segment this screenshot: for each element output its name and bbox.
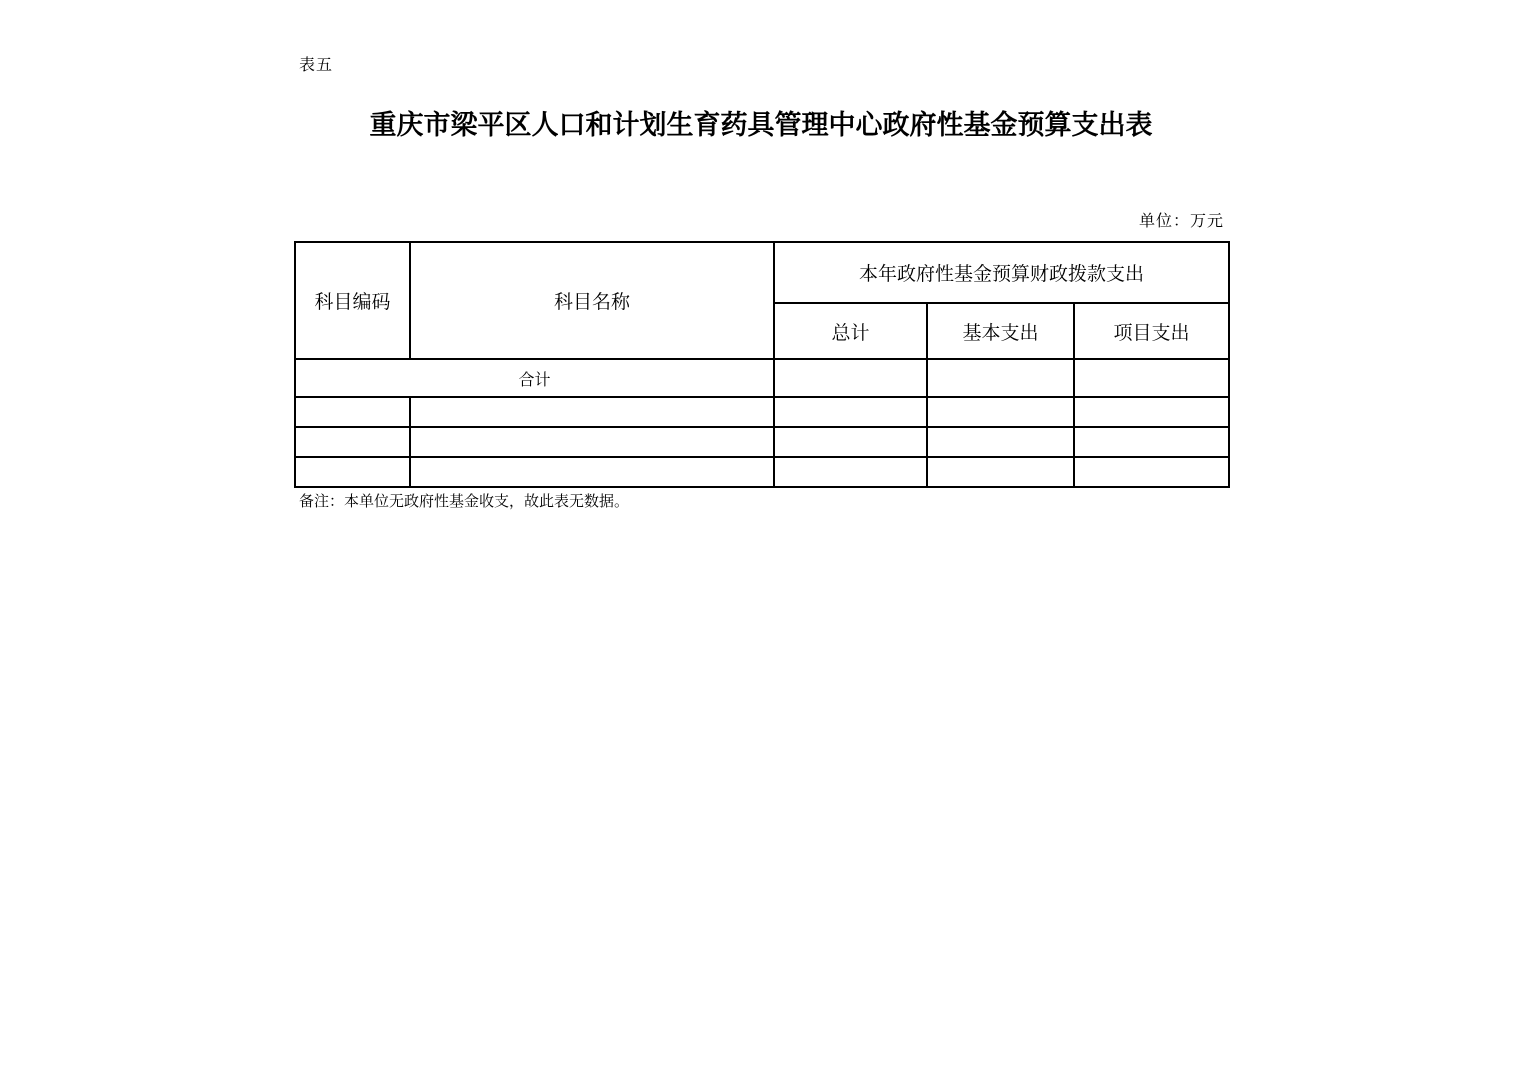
row-name-cell bbox=[410, 397, 774, 427]
total-row bbox=[295, 359, 1229, 397]
row-basic-cell bbox=[927, 397, 1074, 427]
footnote: 备注：本单位无政府性基金收支，故此表无数据。 bbox=[299, 492, 630, 510]
row-basic-cell bbox=[927, 427, 1074, 457]
unit-label: 单位：万元 bbox=[1138, 211, 1224, 230]
table-label: 表五 bbox=[299, 55, 334, 74]
header-subject-name: 科目名称 bbox=[410, 242, 774, 359]
page-title: 重庆市梁平区人口和计划生育药具管理中心政府性基金预算支出表 bbox=[369, 110, 1153, 141]
total-row-label: 合计 bbox=[295, 359, 774, 397]
row-total-cell bbox=[774, 397, 927, 427]
budget-table bbox=[294, 241, 1230, 488]
row-name-cell bbox=[410, 457, 774, 487]
row-project-cell bbox=[1074, 457, 1229, 487]
total-row-basic-cell bbox=[927, 359, 1074, 397]
header-project-expense: 项目支出 bbox=[1074, 303, 1229, 359]
row-project-cell bbox=[1074, 427, 1229, 457]
total-row-total-cell bbox=[774, 359, 927, 397]
header-expense-group: 本年政府性基金预算财政拨款支出 bbox=[774, 242, 1229, 303]
header-subject-code: 科目编码 bbox=[295, 242, 410, 359]
table-row bbox=[295, 397, 1229, 427]
header-row-top bbox=[295, 242, 1229, 303]
row-basic-cell bbox=[927, 457, 1074, 487]
row-code-cell bbox=[295, 457, 410, 487]
total-row-project-cell bbox=[1074, 359, 1229, 397]
table-row bbox=[295, 427, 1229, 457]
row-total-cell bbox=[774, 457, 927, 487]
header-total: 总计 bbox=[774, 303, 927, 359]
row-project-cell bbox=[1074, 397, 1229, 427]
row-code-cell bbox=[295, 397, 410, 427]
row-code-cell bbox=[295, 427, 410, 457]
table-row bbox=[295, 457, 1229, 487]
row-total-cell bbox=[774, 427, 927, 457]
header-basic-expense: 基本支出 bbox=[927, 303, 1074, 359]
row-name-cell bbox=[410, 427, 774, 457]
